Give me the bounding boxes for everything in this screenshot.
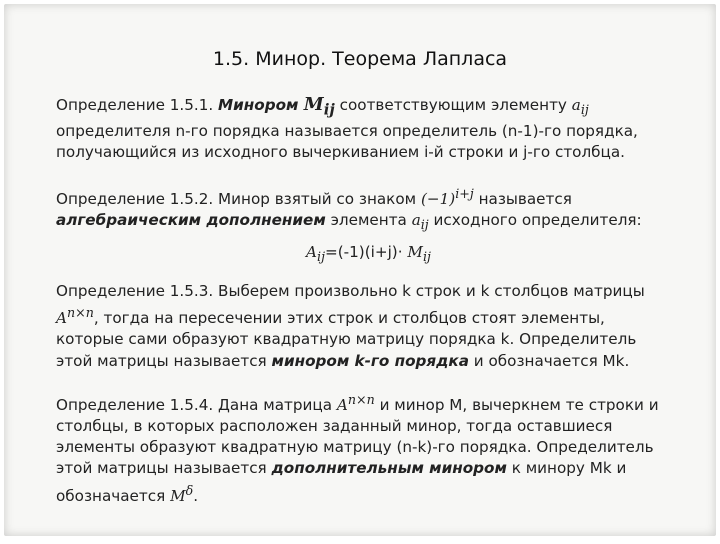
def1-text-3: определителя n-го порядка называется определитель (n-1)-го порядка, получающийся из исходного вычеркиванием i-й строки и j-го столбца.: [56, 121, 638, 161]
slide-title: 1.5. Минор. Теорема Лапласа: [212, 48, 508, 70]
def4-text-1: Определение 1.5.4. Дана матрица: [56, 395, 337, 414]
def1-text-1: Определение 1.5.1.: [56, 96, 219, 114]
def2-sign-symbol: $(-1)^{i+j}$: [420, 186, 474, 209]
def3-text-2: , тогда на пересечении этих строк и столбцов стоят элементы, которые сами образуют квадратную матрицу порядка k. Определитель этой матрицы называется: [56, 309, 637, 370]
def4-text-2: и минор M, вычеркнем те строки и столбцы, в которых расположен заданный минор, тогда оставшиеся элементы образуют квадратную матрицу (n-k)-го порядка. Определитель этой матрицы называется: [56, 395, 659, 478]
formula-minor-symbol: $M_{ij}$: [407, 242, 431, 264]
slide-body: [56, 94, 671, 507]
definition-1-5-4: [56, 389, 671, 507]
def2-text-1: Определение 1.5.2. Минор взятый со знаком: [56, 190, 421, 209]
formula-cofactor-symbol: $A_{ij}$: [306, 242, 325, 264]
def2-element-symbol: $a_{ij}$: [411, 211, 429, 233]
formula-sign-part: =(-1)(i+j)·: [325, 242, 408, 261]
cofactor-formula: [56, 242, 671, 267]
def3-text-3: и обозначается Mk.: [468, 351, 630, 370]
def3-matrix-symbol: $A^{n\times n}$: [56, 305, 94, 328]
def2-text-2: называется: [473, 190, 572, 209]
definition-1-5-3: [56, 281, 671, 372]
def1-text-2: соответствующим элементу: [334, 96, 572, 114]
def2-term: алгебраическим дополнением: [56, 211, 326, 230]
definition-1-5-2: [56, 183, 671, 236]
def3-text-1: Определение 1.5.3. Выберем произвольно k строк и k столбцов матрицы: [56, 281, 645, 300]
def4-complement-symbol: $M^\delta$: [170, 482, 194, 505]
definition-1-5-1: [56, 94, 671, 163]
def4-text-3: к минору Mk и обозначается: [56, 459, 627, 505]
def2-text-4: исходного определителя:: [428, 211, 642, 230]
def1-element-symbol: $a_{ij}$: [571, 96, 589, 118]
def4-term: дополнительным минором: [271, 459, 507, 478]
def4-text-4: .: [193, 486, 199, 505]
def1-term: Минором: [218, 96, 304, 114]
def1-minor-symbol: $M_{ij}$: [303, 94, 335, 119]
def4-matrix-symbol: $A^{n\times n}$: [336, 391, 375, 414]
def2-text-3: элемента: [325, 211, 412, 230]
def3-term: минором k-го порядка: [271, 351, 469, 370]
slide: [4, 4, 716, 536]
